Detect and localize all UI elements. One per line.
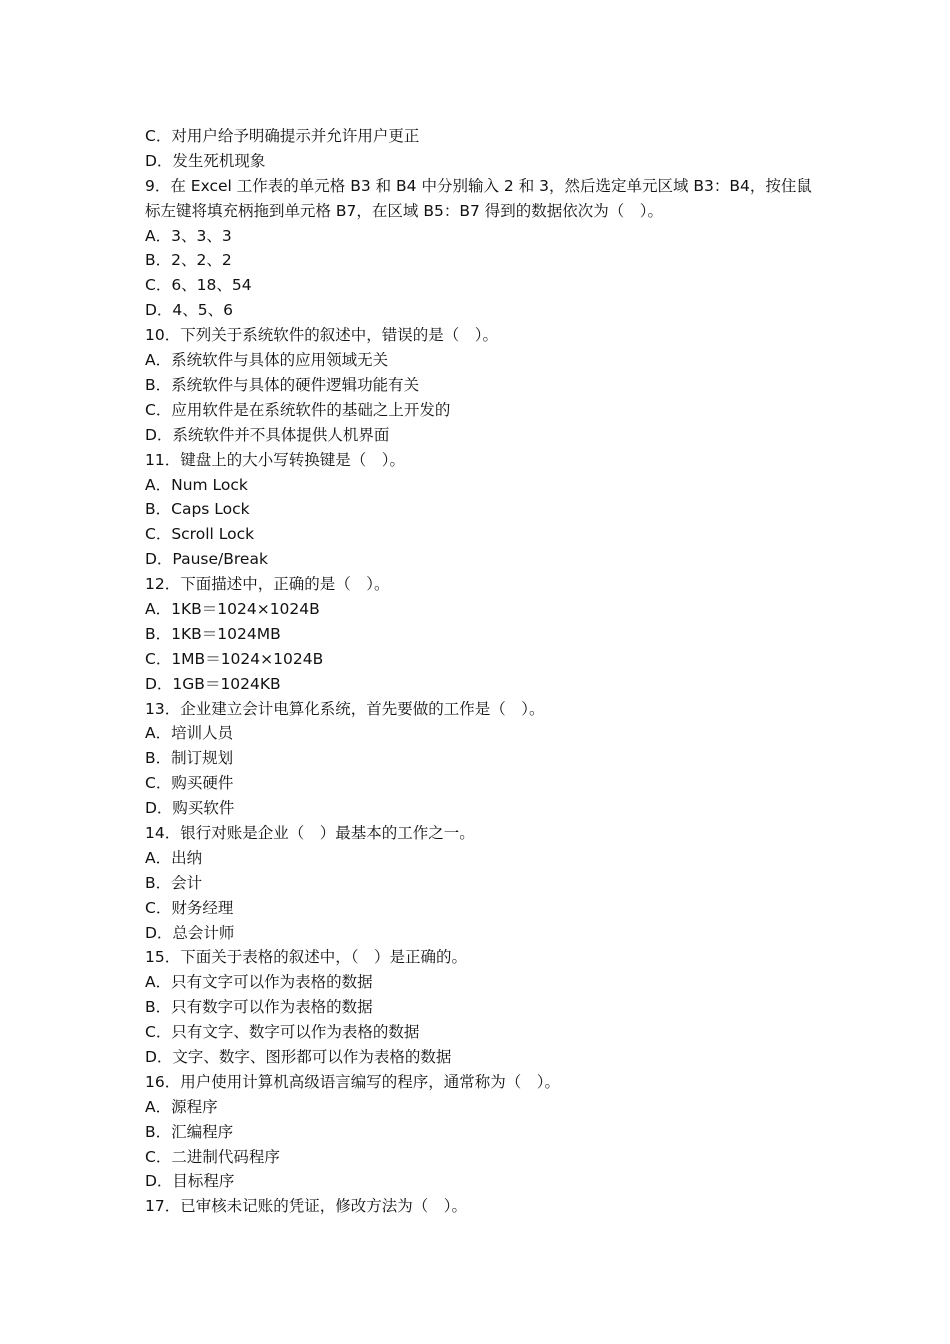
- option-a-q16: A．源程序: [145, 1097, 218, 1116]
- option-a-q15: A．只有文字可以作为表格的数据: [145, 973, 373, 992]
- question-15: 15．下面关于表格的叙述中，（ ）是正确的。: [145, 948, 467, 967]
- question-12: 12．下面描述中，正确的是（ ）。: [145, 575, 390, 594]
- option-b-q14: B．会计: [145, 873, 203, 892]
- option-d-q8: D．发生死机现象: [145, 151, 266, 170]
- option-d-q14: D．总会计师: [145, 923, 235, 942]
- option-c-q11: C．Scroll Lock: [145, 525, 255, 544]
- question-10: 10．下列关于系统软件的叙述中，错误的是（ ）。: [145, 326, 498, 345]
- option-b-q12: B．1KB＝1024MB: [145, 624, 281, 643]
- option-d-q10: D．系统软件并不具体提供人机界面: [145, 425, 390, 444]
- option-b-q10: B．系统软件与具体的硬件逻辑功能有关: [145, 375, 420, 394]
- option-c-q10: C．应用软件是在系统软件的基础之上开发的: [145, 400, 451, 419]
- question-13: 13．企业建立会计电算化系统，首先要做的工作是（ ）。: [145, 699, 545, 718]
- option-a-q13: A．培训人员: [145, 724, 234, 743]
- question-17: 17．已审核未记账的凭证，修改方法为（ ）。: [145, 1197, 467, 1216]
- option-d-q16: D．目标程序: [145, 1172, 235, 1191]
- option-d-q9: D．4、5、6: [145, 301, 234, 320]
- option-c-q12: C．1MB＝1024×1024B: [145, 649, 324, 668]
- option-a-q11: A．Num Lock: [145, 475, 248, 494]
- option-c-q14: C．财务经理: [145, 898, 234, 917]
- option-a-q10: A．系统软件与具体的应用领域无关: [145, 351, 389, 370]
- question-16: 16．用户使用计算机高级语言编写的程序，通常称为（ ）。: [145, 1072, 560, 1091]
- option-b-q15: B．只有数字可以作为表格的数据: [145, 998, 373, 1017]
- option-d-q12: D．1GB＝1024KB: [145, 674, 281, 693]
- question-14: 14．银行对账是企业（ ）最基本的工作之一。: [145, 823, 475, 842]
- option-b-q16: B．汇编程序: [145, 1122, 234, 1141]
- option-b-q9: B．2、2、2: [145, 251, 232, 270]
- option-c-q9: C．6、18、54: [145, 276, 252, 295]
- option-a-q9: A．3、3、3: [145, 226, 232, 245]
- question-11: 11．键盘上的大小写转换键是（ ）。: [145, 450, 405, 469]
- option-d-q11: D．Pause/Break: [145, 550, 268, 569]
- option-b-q11: B．Caps Lock: [145, 500, 250, 519]
- option-d-q15: D．文字、数字、图形都可以作为表格的数据: [145, 1047, 452, 1066]
- option-a-q14: A．出纳: [145, 848, 203, 867]
- option-c-q16: C．二进制代码程序: [145, 1147, 280, 1166]
- option-d-q13: D．购买软件: [145, 799, 235, 818]
- option-a-q12: A．1KB＝1024×1024B: [145, 599, 320, 618]
- option-b-q13: B．制订规划: [145, 749, 234, 768]
- option-c-q15: C．只有文字、数字可以作为表格的数据: [145, 1023, 420, 1042]
- question-9: 9．在 Excel 工作表的单元格 B3 和 B4 中分别输入 2 和 3，然后选定单元区域 B3：B4，按住鼠标左键将填充柄拖到单元格 B7，在区域 B5：B7 得到的数据依次为（ ）。: [145, 176, 812, 220]
- option-c-q8: C．对用户给予明确提示并允许用户更正: [145, 127, 420, 145]
- option-c-q13: C．购买硬件: [145, 774, 234, 793]
- question-text-block: [145, 124, 813, 1219]
